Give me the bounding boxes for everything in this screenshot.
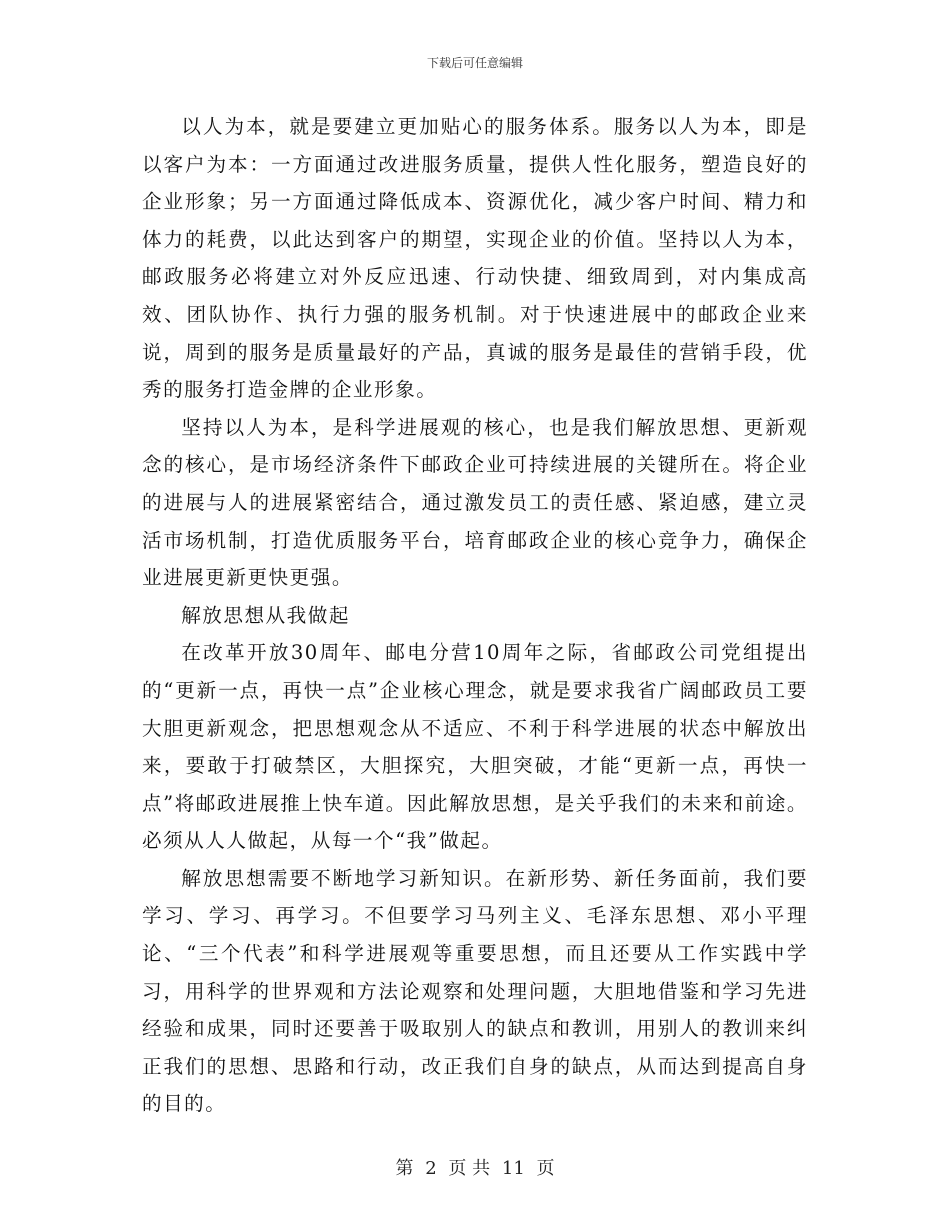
header-note: 下载后可任意编辑 (426, 56, 523, 70)
paragraph-2: 坚持以人为本，是科学进展观的核心，也是我们解放思想、更新观念的核心，是市场经济条件下邮政企业可持续进展的关键所在。将企业的进展与人的进展紧密结合，通过激发员工的责任感、紧迫感，建立灵活市场机制，打造优质服务平台，培育邮政企业的核心竞争力，确保企业进展更新更快更强。 (142, 415, 808, 590)
footer-total-pages: 11 (501, 1158, 525, 1179)
paragraph-1: 以人为本，就是要建立更加贴心的服务体系。服务以人为本，即是以客户为本：一方面通过改进服务质量，提供人性化服务，塑造良好的企业形象；另一方面通过降低成本、资源优化，减少客户时间、精力和体力的耗费，以此达到客户的期望，实现企业的价值。坚持以人为本，邮政服务必将建立对外反应迅速、行动快捷、细致周到，对内集成高效、团队协作、执行力强的服务机制。对于快速进展中的邮政企业来说，周到的服务是质量最好的产品，真诚的服务是最佳的营销手段，优秀的服务打造金牌的企业形象。 (142, 115, 808, 402)
section-heading: 解放思想从我做起 (181, 603, 350, 627)
document-body (142, 108, 808, 1123)
paragraph-3: 在改革开放30周年、邮电分营10周年之际，省邮政公司党组提出的“更新一点，再快一点”企业核心理念，就是要求我省广阔邮政员工要大胆更新观念，把思想观念从不适应、不利于科学进展的状态中解放出来，要敢于打破禁区，大胆探究，大胆突破，才能“更新一点，再快一点”将邮政进展推上快车道。因此解放思想，是关乎我们的未来和前途。必须从人人做起，从每一个“我”做起。 (142, 641, 808, 853)
footer-prefix: 第 (395, 1158, 414, 1179)
footer-suffix: 页 (536, 1158, 555, 1179)
footer-middle: 页 共 (448, 1158, 491, 1179)
footer-page-number: 2 (425, 1158, 437, 1179)
paragraph-4: 解放思想需要不断地学习新知识。在新形势、新任务面前，我们要学习、学习、再学习。不但要学习马列主义、毛泽东思想、邓小平理论、“三个代表”和科学进展观等重要思想，而且还要从工作实践中学习，用科学的世界观和方法论观察和处理问题，大胆地借鉴和学习先进经验和成果，同时还要善于吸取别人的缺点和教训，用别人的教训来纠正我们的思想、思路和行动，改正我们自身的缺点，从而达到提高自身的目的。 (142, 866, 808, 1116)
page-footer (0, 1154, 950, 1180)
